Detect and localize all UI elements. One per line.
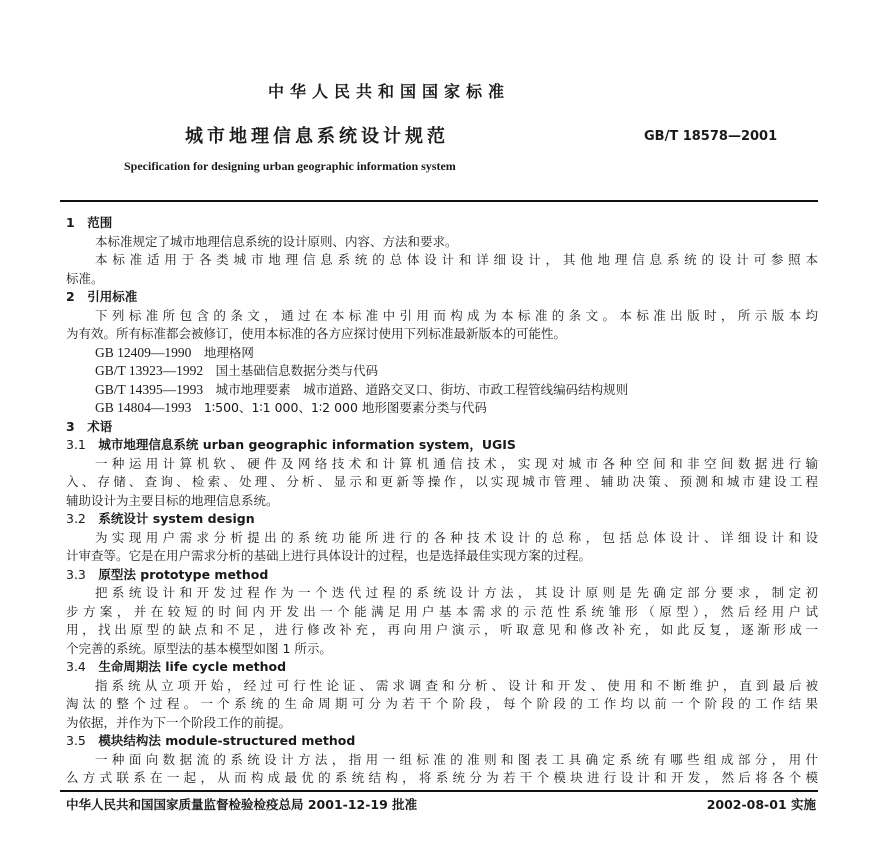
paragraph-line: 为实现用户需求分析提出的系统功能所进行的各种技术设计的总称，包括总体设计、详细设计和设 bbox=[95, 529, 818, 545]
reference-item bbox=[95, 344, 254, 361]
reference-name: 国土基础信息数据分类与代码 bbox=[215, 363, 379, 378]
effective-date: 2002-08-01 实施 bbox=[706, 797, 816, 812]
term-heading bbox=[66, 658, 286, 675]
reference-name: 地理格网 bbox=[203, 344, 254, 360]
paragraph-line: 本标准适用于各类城市地理信息系统的总体设计和详细设计，其他地理信息系统的设计可参照本 bbox=[95, 252, 818, 267]
term-title: 生命周期法 life cycle method bbox=[98, 659, 287, 674]
footer-divider bbox=[60, 790, 818, 792]
term-number: 3.2 bbox=[66, 511, 86, 526]
term-title: 城市地理信息系统 urban geographic information system，UGIS bbox=[98, 437, 516, 452]
section-2-heading: 2 引用标准 bbox=[66, 289, 138, 304]
paragraph-line: 么方式联系在一起，从而构成最优的系统结构，将系统分为若干个模块进行设计和开发，然后将各个模 bbox=[66, 770, 818, 785]
issuer-approval: 中华人民共和国国家质量监督检验检疫总局 2001-12-19 批准 bbox=[66, 797, 418, 812]
reference-code: GB 14804—1993 bbox=[95, 400, 192, 415]
section-1-heading: 1 范围 bbox=[66, 215, 113, 230]
paragraph-line: 指系统从立项开始，经过可行性论证、需求调查和分析、设计和开发、使用和不断维护，直到最后被 bbox=[95, 677, 818, 693]
document-title: 城市地理信息系统设计规范 bbox=[185, 126, 449, 147]
paragraph-line: 个完善的系统。原型法的基本模型如图 1 所示。 bbox=[66, 640, 332, 656]
paragraph-line: 用，找出原型的缺点和不足，进行修改补充，再向用户演示，听取意见和修改补充，如此反复，逐渐形成一 bbox=[66, 622, 818, 637]
reference-name: 1∶500、1∶1 000、1∶2 000 地形图要素分类与代码 bbox=[203, 400, 487, 415]
reference-item bbox=[95, 399, 487, 416]
reference-name: 城市地理要素 城市道路、道路交叉口、街坊、市政工程管线编码结构规则 bbox=[215, 381, 629, 397]
paragraph-line: 一种面向数据流的系统设计方法，指用一组标准的准则和图表工具确定系统有哪些组成部分，用什 bbox=[95, 751, 818, 767]
paragraph-line: 步方案，并在较短的时间内开发出一个能满足用户基本需求的示范性系统雏形（原型），然后经用户试 bbox=[66, 603, 818, 619]
term-number: 3.1 bbox=[66, 437, 86, 452]
term-number: 3.4 bbox=[66, 659, 86, 674]
reference-item bbox=[95, 381, 628, 398]
term-number: 3.3 bbox=[66, 566, 86, 582]
term-title: 原型法 prototype method bbox=[98, 566, 269, 582]
term-title: 模块结构法 module-structured method bbox=[98, 733, 356, 748]
paragraph-line: 辅助设计为主要目标的地理信息系统。 bbox=[66, 492, 279, 508]
reference-code: GB/T 14395—1993 bbox=[95, 381, 204, 397]
paragraph-line: 把系统设计和开发过程作为一个迭代过程的系统设计方法，其设计原则是先确定部分要求，制定初 bbox=[95, 585, 818, 600]
section-3-heading: 3 术语 bbox=[66, 418, 113, 434]
paragraph-line: 淘汰的整个过程。一个系统的生命周期可分为若干个阶段，每个阶段的工作均以前一个阶段的工作结果 bbox=[66, 696, 818, 711]
reference-item bbox=[95, 362, 378, 379]
country-standard-label: 中华人民共和国国家标准 bbox=[268, 82, 511, 101]
paragraph-line: 本标准规定了城市地理信息系统的设计原则、内容、方法和要求。 bbox=[95, 233, 458, 249]
paragraph-line: 为依据，并作为下一个阶段工作的前提。 bbox=[66, 714, 292, 730]
term-heading bbox=[66, 510, 255, 527]
paragraph-line: 下列标准所包含的条文，通过在本标准中引用而构成为本标准的条文。本标准出版时，所示版本均 bbox=[95, 307, 818, 323]
paragraph-line: 计审查等。它是在用户需求分析的基础上进行具体设计的过程，也是选择最佳实现方案的过程。 bbox=[66, 548, 592, 563]
standard-code: GB/T 18578—2001 bbox=[644, 129, 778, 144]
paragraph-line: 入、存储、查询、检索、处理、分析、显示和更新等操作，以实现城市管理、辅助决策、预测和城市建设工程 bbox=[66, 474, 818, 489]
term-heading bbox=[66, 732, 355, 749]
term-heading bbox=[66, 436, 516, 453]
paragraph-line: 标准。 bbox=[66, 270, 104, 286]
paragraph-line: 为有效。所有标准都会被修订，使用本标准的各方应探讨使用下列标准最新版本的可能性。 bbox=[66, 326, 567, 341]
term-heading bbox=[66, 566, 268, 583]
reference-code: GB/T 13923—1992 bbox=[95, 363, 204, 378]
header-divider bbox=[60, 200, 818, 202]
reference-code: GB 12409—1990 bbox=[95, 344, 192, 360]
term-number: 3.5 bbox=[66, 733, 86, 748]
paragraph-line: 一种运用计算机软、硬件及网络技术和计算机通信技术，实现对城市各种空间和非空间数据进行输 bbox=[95, 455, 818, 471]
english-title: Specification for designing urban geographic information system bbox=[124, 159, 456, 173]
term-title: 系统设计 system design bbox=[98, 511, 255, 526]
